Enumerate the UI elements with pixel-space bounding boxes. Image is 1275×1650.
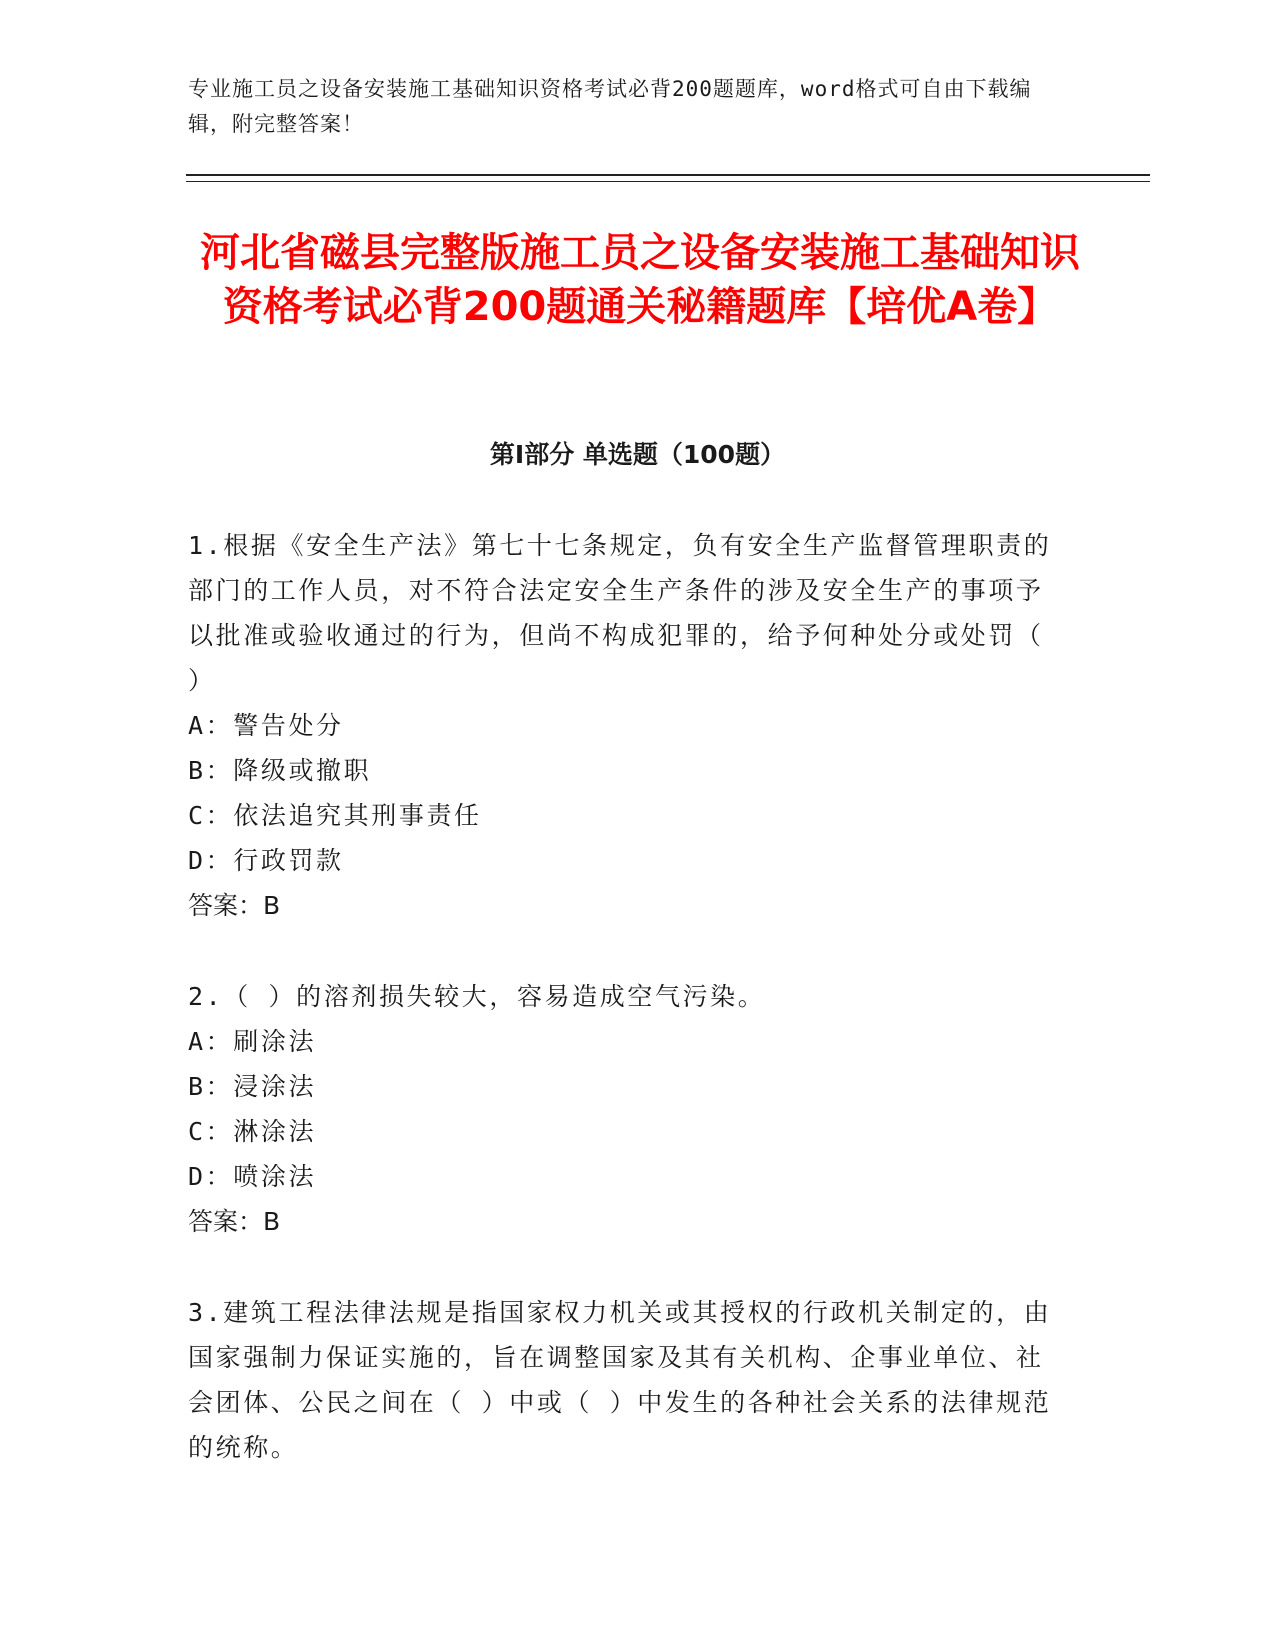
answer: 答案：B	[188, 1207, 281, 1236]
header-divider-thin	[186, 181, 1150, 182]
question-1	[188, 523, 1068, 928]
option-b: B：降级或撤职	[188, 756, 372, 785]
question-2	[188, 974, 1068, 1244]
question-3	[188, 1290, 1068, 1470]
section-title: 第I部分 单选题（100题）	[489, 440, 786, 469]
header-note: 专业施工员之设备安装施工基础知识资格考试必背200题题库，word格式可自由下载编辑，附完整答案！	[188, 77, 1032, 136]
question-stem: 1.根据《安全生产法》第七十七条规定，负有安全生产监督管理职责的部门的工作人员，对不符合法定安全生产条件的涉及安全生产的事项予以批准或验收通过的行为，但尚不构成犯罪的，给予何种处分或处罚（ ）	[188, 531, 1052, 695]
document-title: 河北省磁县完整版施工员之设备安装施工基础知识资格考试必背200题通关秘籍题库【培优A卷】	[200, 230, 1080, 330]
option-d: D：行政罚款	[188, 846, 344, 875]
option-a: A：刷涂法	[188, 1027, 317, 1056]
header-divider-thick	[186, 174, 1150, 176]
question-stem: 3.建筑工程法律法规是指国家权力机关或其授权的行政机关制定的，由国家强制力保证实施的，旨在调整国家及其有关机构、企事业单位、社会团体、公民之间在（ ）中或（ ）中发生的各种社会关系的法律规范的统称。	[188, 1298, 1052, 1462]
question-stem: 2.（ ）的溶剂损失较大，容易造成空气污染。	[188, 982, 766, 1011]
option-c: C：依法追究其刑事责任	[188, 801, 482, 830]
option-b: B：浸涂法	[188, 1072, 317, 1101]
option-d: D：喷涂法	[188, 1162, 317, 1191]
option-a: A：警告处分	[188, 711, 344, 740]
answer: 答案：B	[188, 891, 281, 920]
question-list	[188, 523, 1068, 1516]
option-c: C：淋涂法	[188, 1117, 317, 1146]
